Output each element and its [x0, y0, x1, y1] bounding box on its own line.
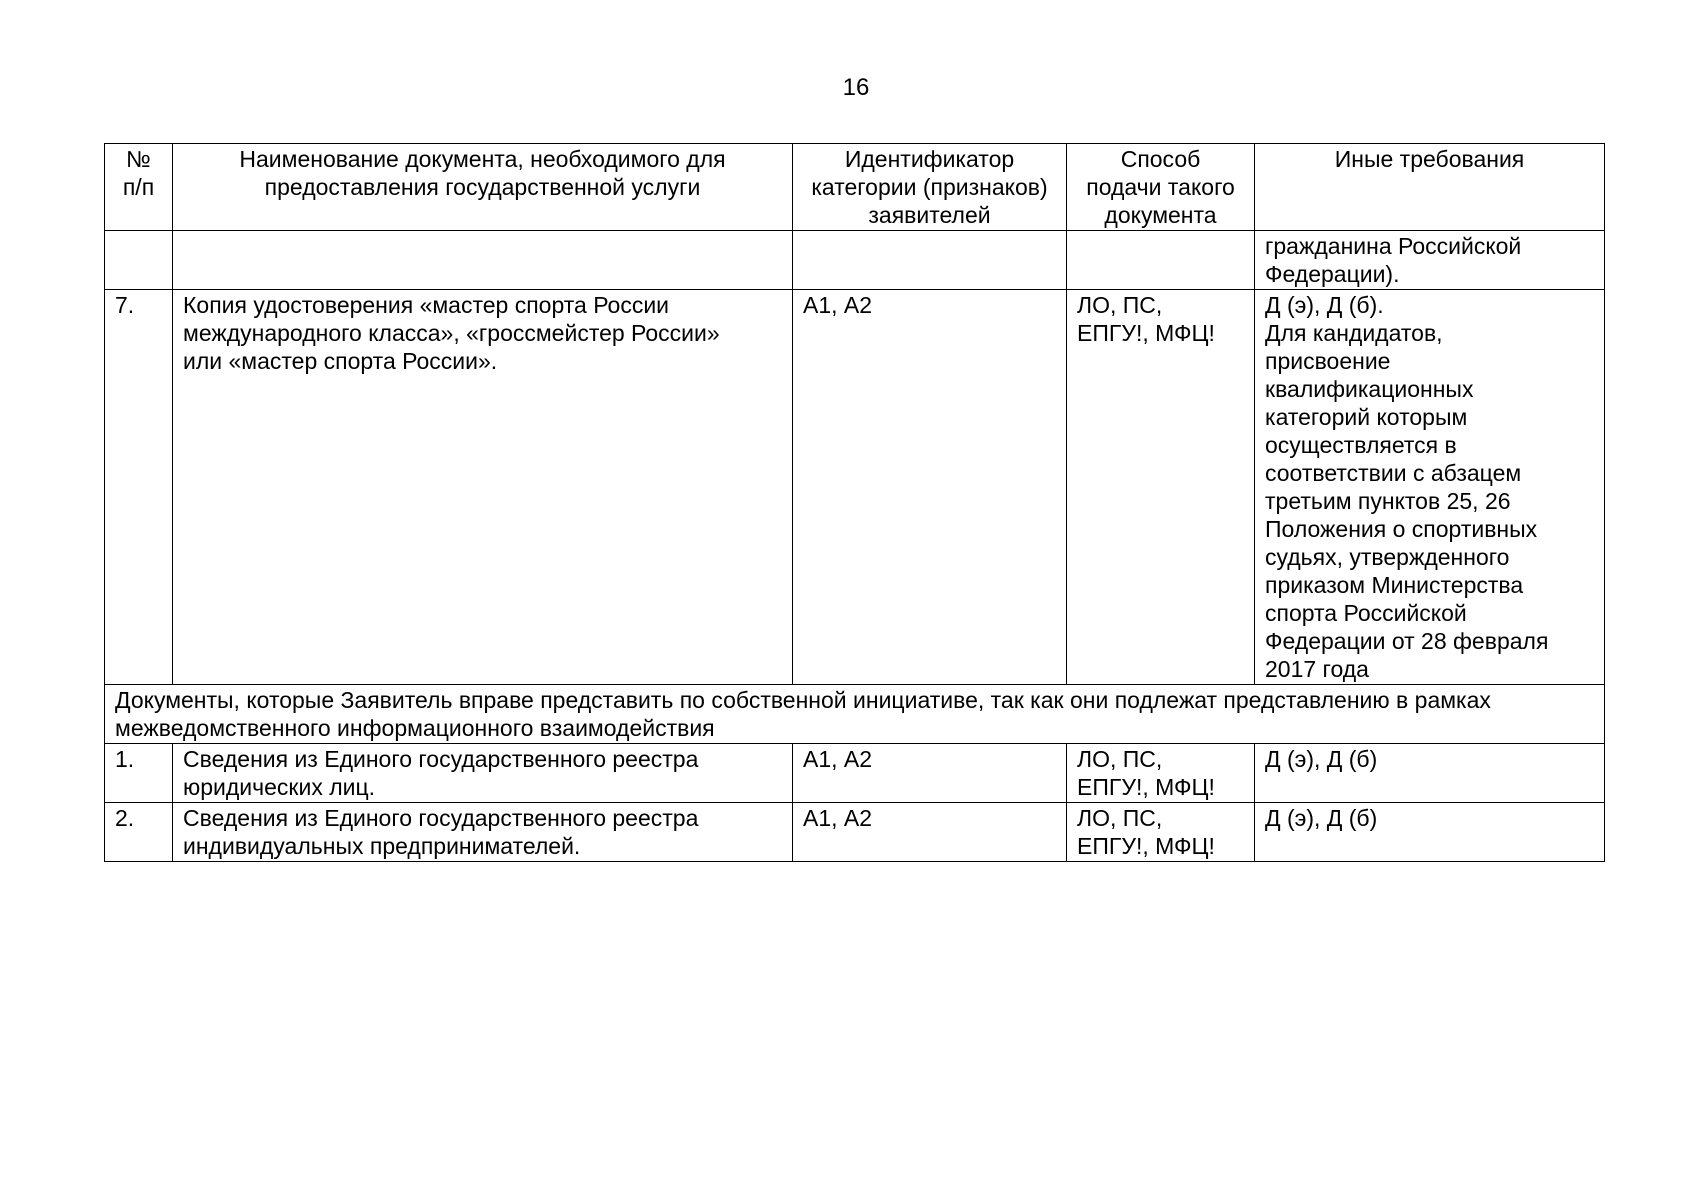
cell-num: 1.: [105, 744, 173, 803]
cell-other-requirements: гражданина Российской Федерации).: [1255, 231, 1605, 290]
cell-num: 7.: [105, 290, 173, 685]
cell-identifier: А1, А2: [793, 290, 1067, 685]
cell-document-name: Сведения из Единого государственного реестра индивидуальных предпринимателей.: [173, 803, 793, 862]
cell-document-name: [173, 231, 793, 290]
cell-other-requirements: Д (э), Д (б): [1255, 744, 1605, 803]
section-heading: Документы, которые Заявитель вправе представить по собственной инициативе, так как они подлежат представлению в рамках межведомственного информационного взаимодействия: [105, 685, 1605, 744]
cell-identifier: [793, 231, 1067, 290]
cell-num: 2.: [105, 803, 173, 862]
header-num: № п/п: [105, 144, 173, 231]
cell-document-name: Копия удостоверения «мастер спорта России международного класса», «гроссмейстер России» или «мастер спорта России».: [173, 290, 793, 685]
cell-submission-method: [1067, 231, 1255, 290]
table-header-row: [105, 144, 1605, 231]
cell-submission-method: ЛО, ПС, ЕПГУ!, МФЦ!: [1067, 744, 1255, 803]
cell-identifier: А1, А2: [793, 744, 1067, 803]
cell-num: [105, 231, 173, 290]
header-identifier: Идентификатор категории (признаков) заявителей: [793, 144, 1067, 231]
cell-identifier: А1, А2: [793, 803, 1067, 862]
cell-document-name: Сведения из Единого государственного реестра юридических лиц.: [173, 744, 793, 803]
table-row: [105, 231, 1605, 290]
section-heading-row: [105, 685, 1605, 744]
documents-table: [104, 143, 1605, 862]
cell-submission-method: ЛО, ПС, ЕПГУ!, МФЦ!: [1067, 803, 1255, 862]
cell-other-requirements: Д (э), Д (б). Для кандидатов, присвоение квалификационных категорий которым осуществляется в соответствии с абзацем третьим пунктов 25, 26 Положения о спортивных судьях, утвержденного приказом Министерства спорта Российской Федерации от 28 февраля 2017 года: [1255, 290, 1605, 685]
page-number: 16: [842, 74, 870, 101]
header-submission-method: Способ подачи такого документа: [1067, 144, 1255, 231]
cell-other-requirements: Д (э), Д (б): [1255, 803, 1605, 862]
header-other-requirements: Иные требования: [1255, 144, 1605, 231]
table-row: [105, 290, 1605, 685]
header-document-name: Наименование документа, необходимого для предоставления государственной услуги: [173, 144, 793, 231]
table-row: [105, 803, 1605, 862]
table-row: [105, 744, 1605, 803]
cell-submission-method: ЛО, ПС, ЕПГУ!, МФЦ!: [1067, 290, 1255, 685]
